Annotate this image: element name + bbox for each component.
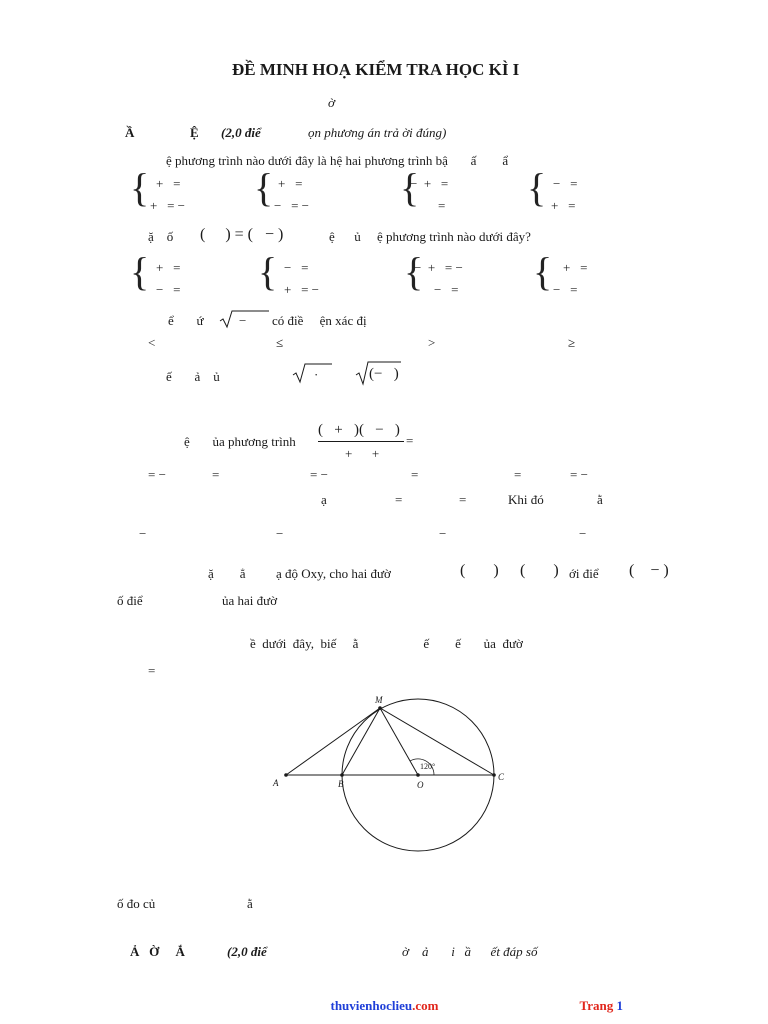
subtitle-fragment: ờ bbox=[328, 95, 335, 110]
q5-option-a: = − bbox=[148, 467, 166, 482]
q3-option-c: > bbox=[428, 335, 436, 350]
label-b: B bbox=[338, 779, 344, 789]
fraction-bar bbox=[318, 441, 404, 442]
part1-label-a: Ầ bbox=[125, 125, 135, 140]
brace-icon: { bbox=[258, 249, 278, 294]
q7-paren-3: ( − ) bbox=[629, 562, 669, 579]
q3-sqrt: − bbox=[219, 309, 271, 333]
part2-instruction: ờ ả i ầ ết đáp số bbox=[402, 944, 538, 959]
label-c: C bbox=[498, 772, 505, 782]
sqrt-icon bbox=[292, 362, 334, 384]
q6-frag-2: = bbox=[395, 492, 403, 507]
brace-icon: { bbox=[130, 249, 150, 294]
q7-paren-1: ( ) bbox=[460, 562, 499, 579]
q5-option-f: = − bbox=[570, 467, 588, 482]
q5-option-c: = − bbox=[310, 467, 328, 482]
q4-sqrt-1: · bbox=[292, 362, 334, 388]
q8-equals: = bbox=[148, 663, 156, 678]
geometry-figure bbox=[260, 690, 520, 860]
q6-frag-3: = bbox=[459, 492, 467, 507]
q3-option-d: ≥ bbox=[568, 335, 576, 350]
label-a: A bbox=[273, 778, 279, 788]
q8-stem: ề dưới đây, biế ằ ế ế ủa đườ bbox=[250, 636, 523, 651]
q6-option-a: − bbox=[139, 526, 147, 541]
q3-stem-b: có điề ện xác đị bbox=[272, 313, 367, 328]
q3-stem-a: ể ứ bbox=[168, 313, 204, 328]
q7-line2-b: ủa hai đườ bbox=[222, 593, 278, 608]
q6-frag-4: Khi đó bbox=[508, 492, 544, 507]
q2-stem-a: ặ ố bbox=[148, 229, 174, 244]
q4-sqrt-2: (− ) bbox=[355, 360, 403, 390]
q8-answer-a: ố đo củ bbox=[117, 896, 156, 911]
q6-option-c: − bbox=[439, 526, 447, 541]
brace-icon: { bbox=[404, 249, 424, 294]
q6-option-b: − bbox=[276, 526, 284, 541]
footer-site-link[interactable]: thuvienhoclieu.com bbox=[330, 998, 439, 1013]
part1-points: (2,0 điể bbox=[221, 125, 261, 140]
q7-frag-a: ặ ẳ bbox=[208, 566, 246, 581]
angle-label: 120° bbox=[420, 762, 436, 771]
brace-icon: { bbox=[400, 165, 420, 210]
footer-page-indicator: Trang 1 bbox=[579, 998, 623, 1013]
q5-equals: = bbox=[406, 433, 414, 448]
q7-frag-b: ạ độ Oxy, cho hai đườ bbox=[276, 566, 391, 581]
q5-denominator: + + bbox=[345, 446, 380, 461]
brace-icon: { bbox=[533, 249, 553, 294]
part2-label: Ả Ờ Ắ bbox=[130, 944, 185, 959]
label-o: O bbox=[417, 780, 424, 790]
q2-stem-c: ệ ủ ệ phương trình nào dưới đây? bbox=[329, 229, 531, 244]
q6-frag-1: ạ bbox=[321, 492, 327, 507]
q3-option-a: < bbox=[148, 335, 156, 350]
brace-icon: { bbox=[527, 165, 547, 210]
part1-instruction: ọn phương án trả ời đúng) bbox=[308, 125, 447, 140]
brace-icon: { bbox=[254, 165, 274, 210]
q2-stem-b: ( ) = ( − ) bbox=[200, 226, 284, 243]
q4-stem: ế ả ủ bbox=[166, 369, 220, 384]
q5-option-b: = bbox=[212, 467, 220, 482]
q6-frag-5: ằ bbox=[597, 492, 603, 507]
part1-label-b: Ệ bbox=[190, 125, 199, 140]
q5-numerator: ( + )( − ) bbox=[318, 422, 400, 438]
part2-points: (2,0 điể bbox=[227, 944, 267, 959]
q5-option-d: = bbox=[411, 467, 419, 482]
q5-option-e: = bbox=[514, 467, 522, 482]
brace-icon: { bbox=[130, 165, 150, 210]
page-title: ĐỀ MINH HOẠ KIỂM TRA HỌC KÌ I bbox=[232, 60, 520, 79]
label-m: M bbox=[375, 695, 383, 705]
circle-diagram bbox=[260, 690, 520, 860]
q7-frag-c: ới điể bbox=[569, 566, 599, 581]
q7-paren-2: ( ) bbox=[520, 562, 559, 579]
q8-answer-b: ằ bbox=[247, 896, 253, 911]
q6-option-d: − bbox=[579, 526, 587, 541]
q7-line2-a: ố điể bbox=[117, 593, 143, 608]
q1-stem: ệ phương trình nào dưới đây là hệ hai phương trình bậ ấ ẩ bbox=[166, 153, 509, 168]
q5-stem: ệ ủa phương trình bbox=[184, 434, 296, 449]
q3-option-b: ≤ bbox=[276, 335, 284, 350]
